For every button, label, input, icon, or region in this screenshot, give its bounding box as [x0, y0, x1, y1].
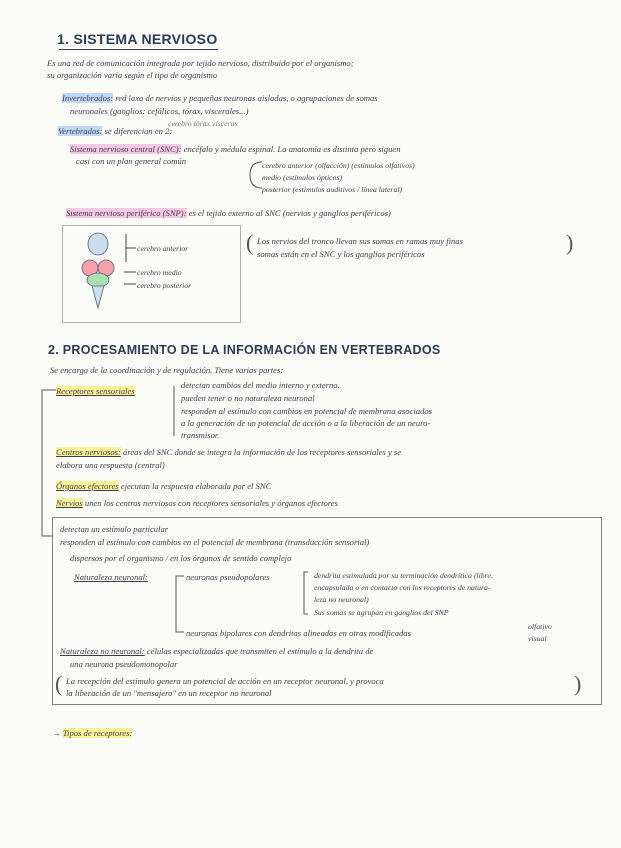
receptores-label: Receptores sensoriales: [56, 386, 135, 396]
box-line-4a: neuronas pseudopolares: [186, 572, 270, 582]
nervios-label: Nervios: [56, 498, 83, 508]
snc-text: encéfalo y médula espinal. La anatomía es distinta pero siguen: [183, 144, 401, 154]
box-line-5-label: Naturaleza no neuronal:: [60, 646, 145, 656]
receptores-3: responden al estímulo con cambios en potencial de membrana asociados: [181, 406, 433, 416]
receptores-1: detectan cambios del medio interno y externo.: [181, 380, 340, 390]
tipos-receptores: Tipos de receptores:: [62, 728, 133, 738]
snp-label: Sistema nervioso periférico (SNP):: [66, 208, 187, 218]
diagram-label-medio: cerebro medio: [137, 268, 182, 277]
box-line-4b2: encapsulada o en contacto con los receptores de natura-: [314, 583, 491, 592]
centros-text: áreas del SNC donde se integra la información de los receptores sensoriales y se: [123, 447, 402, 457]
box-line-4c-olfativo: olfativo: [528, 622, 552, 631]
invertebrados-text2: neuronales (ganglios: cefálicos, tórax, viscerales...): [70, 106, 249, 116]
centros-text2: elabora una respuesta (central): [56, 460, 165, 470]
efectores-label: Órganos efectores: [56, 481, 119, 491]
diagram-label-anterior: cerebro anterior: [137, 244, 189, 253]
invertebrados-label: Invertebrados:: [62, 93, 114, 103]
s2-note-1: La recepción del estímulo genera un potencial de acción en un receptor neuronal, y provoca: [66, 676, 384, 686]
vertebrados-label: Vertebrados:: [58, 126, 103, 136]
s2-intro: Se encarga de la coordinación y de regulación. Tiene varias partes:: [50, 365, 284, 375]
box-line-5-text2: una neurona pseudomonopolar: [70, 659, 178, 669]
section-1-title: 1. SISTEMA NERVIOSO: [57, 31, 218, 47]
s2-note-2: la liberación de un "mensajero" en un receptor no neuronal: [66, 688, 272, 698]
s1-intro-2: su organización varía según el tipo de organismo: [47, 70, 218, 80]
box-line-3: dispersos por el organismo / en los órganos de sentido complejo: [70, 553, 292, 563]
box-line-1: detectan un estímulo particular: [60, 524, 169, 534]
box-line-4-label: Naturaleza neuronal:: [74, 572, 148, 582]
s1-note-1: Los nervios del tronco llevan sus somas en ramas muy finas: [257, 236, 463, 246]
snc-text2: casi con un plan general común: [76, 156, 187, 166]
diagram-label-posterior: cerebro posterior: [137, 281, 192, 290]
box-line-4b4: Sus somas se agrupan en ganglios del SNP: [314, 608, 449, 617]
efectores-text: ejecutan la respuesta elaborada por el SNC: [120, 481, 272, 491]
box-line-4c-visual: visual: [528, 634, 547, 643]
snc-brace: [244, 158, 264, 192]
vertebrados-text: se diferencian en 2:: [104, 126, 173, 136]
receptores-2: pueden tener o no naturaleza neuronal: [181, 393, 315, 403]
centros-label: Centros nerviosos:: [56, 447, 121, 457]
snc-sub-2: medio (estímulos ópticos): [262, 173, 343, 182]
tipos-arrow: →: [52, 728, 63, 738]
snp-text: es el tejido externo al SNC (nervios y ganglios periféricos): [188, 208, 391, 218]
notes-page: 1. SISTEMA NERVIOSO Es una red de comunicación integrada por tejido nervioso, distribuido por el organismo; su organización varía según el tipo de organismo Invertebrados: red laxa de nervios y pequeñas neuronas aisladas, o agrupaciones de somas neuronales (ganglios: cefálicos, tórax, viscerales...) cerebro tórax vísceras Vertebrados: se diferencian en 2: Sistema nervioso central (SNC): encéfalo y médula espinal. La anatomía es distinta pero siguen casi con un plan general común cerebro anterior (olfacción) (estímulos olfativos) medio (estímulos ópticos) posterior (estímulos auditivos / línea lateral) Sistema nervioso periférico (SNP): es el tejido externo al SNC (nervios y ganglios periféricos) cerebro anterior cerebro medio cerebro posterior ( Los nervios del tronco llevan sus somas en ramas muy finas somas están en el SNC y los ganglios periféricos ) 2. PROCESAMIENTO DE LA INFORMACIÓN EN VERTEBRADOS Se encarga de la coordinación y de regulación. Tiene varias partes: Receptores sensoriales detectan cambios del medio interno y externo. pueden tener o no naturaleza neuronal responden al estímulo con cambios en potencial de membrana asociados a la generación de un potencial de acción o a la liberación de un neuro- transmisor. Centros nerviosos: áreas del SNC donde se integra la información de los receptores sensoriales y se elabora una respuesta (central) Órganos efectores ejecutan la respuesta elaborada por el SNC Nervios unen los centros nerviosos con receptores sensoriales y órganos efectores detectan un estímulo particular responden al estímulo con cambios en el potencial de membrana (transducción sensorial) dispersos por el organismo / en los órganos de sentido complejo Naturaleza neuronal: neuronas pseudopolares dendrita estimulada por su terminación dendrítica (libre, encapsulada o en contacto con los receptores de natura- leza no neuronal) Sus somas se agrupan en ganglios del SNP neuronas bipolares con dendritas alineadas en otras modificadas olfativo visual Naturaleza no neuronal: células especializadas que transmiten el estímulo a la dendrita de una neurona pseudomonopolar ( La recepción del estímulo genera un potencial de acción en un receptor neuronal, y provoca la liberación de un "mensajero" en un receptor no neuronal ) → Tipos de receptores:: [0, 0, 621, 848]
s1-intro-1: Es una red de comunicación integrada por tejido nervioso, distribuido por el organismo;: [47, 58, 354, 68]
box-line-2: responden al estímulo con cambios en el potencial de membrana (transducción sensorial): [60, 537, 370, 547]
snc-sub-1: cerebro anterior (olfacción) (estímulos olfativos): [262, 161, 415, 170]
box-line-5-text: células especializadas que transmiten el estímulo a la dendrita de: [146, 646, 374, 656]
nervios-text: unen los centros nerviosos con receptores sensoriales y órganos efectores: [84, 498, 338, 508]
section-2-title: 2. PROCESAMIENTO DE LA INFORMACIÓN EN VERTEBRADOS: [48, 343, 441, 357]
box-line-4c: neuronas bipolares con dendritas alineadas en otras modificadas: [186, 628, 411, 638]
invertebrados-text: red laxa de nervios y pequeñas neuronas aisladas, o agrupaciones de somas: [115, 93, 378, 103]
invertebrados-small: cerebro tórax vísceras: [168, 119, 238, 128]
s1-note-2: somas están en el SNC y los ganglios periféricos: [257, 249, 425, 259]
box-line-4b1: dendrita estimulada por su terminación dendrítica (libre,: [314, 571, 493, 580]
box-line-4b3: leza no neuronal): [314, 595, 369, 604]
brain-diagram: [68, 228, 128, 318]
snc-label: Sistema nervioso central (SNC):: [70, 144, 182, 154]
receptores-5: transmisor.: [181, 430, 220, 440]
snc-sub-3: posterior (estímulos auditivos / línea lateral): [262, 185, 403, 194]
receptores-4: a la generación de un potencial de acción o a la liberación de un neuro-: [181, 418, 431, 428]
